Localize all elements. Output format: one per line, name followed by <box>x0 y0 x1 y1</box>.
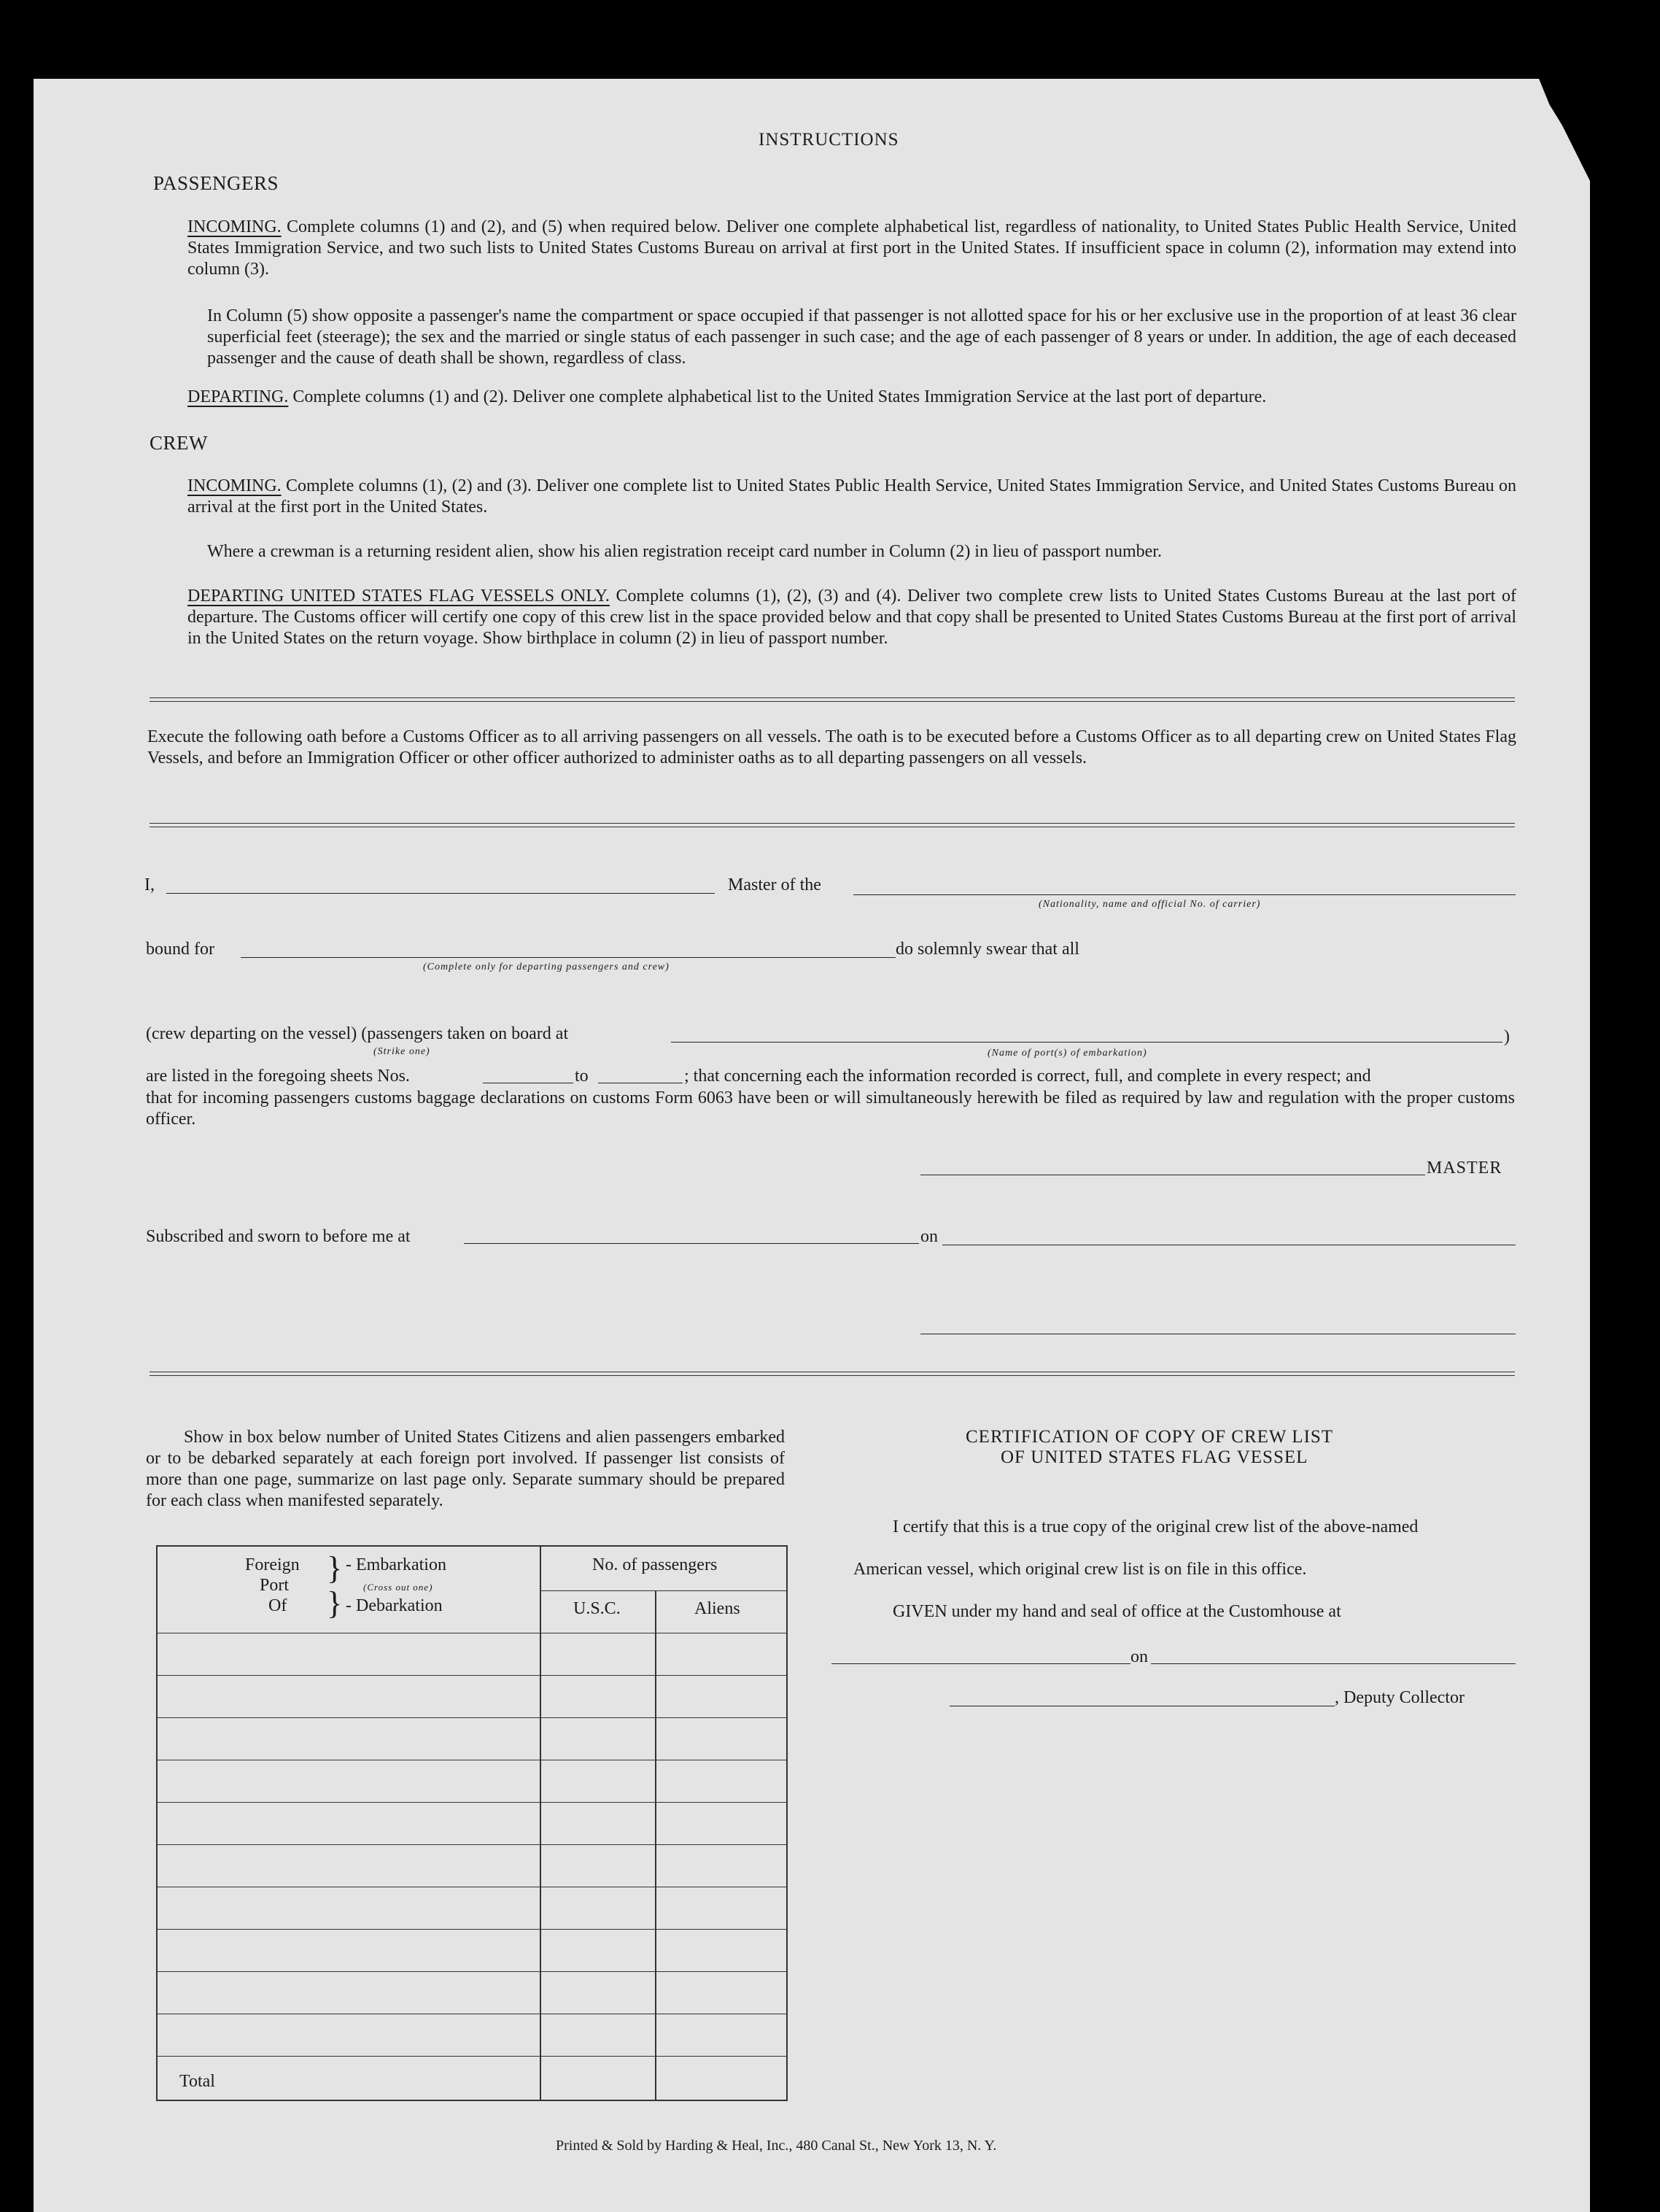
sworn-on-label: on <box>920 1227 938 1246</box>
aliens-header: Aliens <box>694 1599 740 1618</box>
certification-date-field[interactable] <box>1151 1663 1516 1664</box>
table-row-divider <box>158 1675 786 1676</box>
crew-departing-text: Complete columns (1), (2), (3) and (4). Deliver two complete crew lists to United States Customs Bureau at the last port of departure. The Customs officer will certify one copy of this crew list in the space provided below and that copy shall be presented to United States Customs Bureau at the first port of arrival in the United States on the return voyage. Show birthplace in column (2) in lieu of passport number. <box>187 587 1516 648</box>
section-divider <box>150 823 1515 827</box>
sheets-text-1: ; that concerning each the information recorded is correct, full, and complete in every respect; and <box>684 1067 1371 1086</box>
crew-departing-paragraph <box>187 586 1516 649</box>
debarkation-label: - Debarkation <box>346 1596 443 1615</box>
table-row-divider <box>158 1802 786 1803</box>
table-row-divider <box>158 1844 786 1845</box>
close-paren: ) <box>1504 1027 1510 1046</box>
table-column-divider <box>540 1547 541 2100</box>
master-name-field[interactable] <box>166 893 715 894</box>
passenger-summary-table <box>156 1545 788 2101</box>
sheets-text-2: that for incoming passengers customs baggage declarations on customs Form 6063 have been or will simultaneously herewith be filed as required by law and regulation with the proper customs officer. <box>146 1088 1515 1129</box>
table-column-divider <box>655 1590 656 2100</box>
section-divider <box>150 1372 1515 1376</box>
section-divider <box>150 697 1515 702</box>
bound-for-field[interactable] <box>241 957 896 958</box>
brace-icon: } <box>327 1550 343 1586</box>
passengers-header: No. of passengers <box>592 1555 718 1574</box>
nationality-note: (Nationality, name and official No. of carrier) <box>1039 899 1261 910</box>
crew-incoming-paragraph <box>187 476 1516 518</box>
passengers-incoming-text: Complete columns (1) and (2), and (5) when required below. Deliver one complete alphabetical list, regardless of nationality, to United States Public Health Service, United States Immigration Service, and two such lists to United States Customs Bureau on arrival at first port in the United States. If insufficient space in column (2), information may extend into column (3). <box>187 217 1516 279</box>
ports-field[interactable] <box>671 1042 1502 1043</box>
port-header-line1: Foreign <box>245 1555 300 1574</box>
total-label: Total <box>179 2072 215 2091</box>
certify-line1: I certify that this is a true copy of the original crew list of the above-named <box>893 1517 1419 1536</box>
printer-footer: Printed & Sold by Harding & Heal, Inc., 480 Canal St., New York 13, N. Y. <box>556 2138 997 2154</box>
master-of-label: Master of the <box>728 875 821 894</box>
sheets-label: are listed in the foregoing sheets Nos. <box>146 1067 410 1086</box>
bound-note: (Complete only for departing passengers and crew) <box>423 962 670 972</box>
port-header-line3: Of <box>268 1596 287 1615</box>
certification-title-line1: CERTIFICATION OF COPY OF CREW LIST <box>966 1427 1334 1447</box>
crew-incoming-label: INCOMING. <box>187 476 282 495</box>
passengers-departing-label: DEPARTING. <box>187 387 289 406</box>
to-label: to <box>575 1067 589 1086</box>
port-header-line2: Port <box>260 1576 290 1595</box>
crew-resident-paragraph: Where a crewman is a returning resident alien, show his alien registration receipt card number in Column (2) in lieu of passport number. <box>207 542 1162 561</box>
certification-title-line2: OF UNITED STATES FLAG VESSEL <box>1001 1447 1308 1467</box>
passengers-heading: PASSENGERS <box>153 172 279 194</box>
passengers-column5-paragraph: In Column (5) show opposite a passenger's name the compartment or space occupied if that passenger is not allotted space for his or her exclusive use in the proportion of at least 36 clear superficial feet (steerage); the sex and the married or single status of each passenger in such case; and the age of each passenger of 8 years or under. In addition, the age of each deceased passenger and the cause of death shall be shown, regardless of class. <box>207 306 1516 368</box>
summary-instruction: Show in box below number of United States Citizens and alien passengers embarked or to be debarked separately at each foreign port involved. If passenger list consists of more than one page, summarize on last page only. Separate summary should be prepared for each class when manifested separately. <box>146 1428 785 1510</box>
strike-note: (Strike one) <box>373 1046 430 1057</box>
bound-for-label: bound for <box>146 940 214 959</box>
embarkation-label: - Embarkation <box>346 1555 446 1574</box>
customhouse-field[interactable] <box>831 1663 1130 1664</box>
certification-on-label: on <box>1130 1647 1148 1666</box>
master-label: MASTER <box>1427 1159 1502 1177</box>
table-row-divider <box>158 1717 786 1718</box>
passengers-departing-text: Complete columns (1) and (2). Deliver one complete alphabetical list to the United States Immigration Service at the last port of departure. <box>292 387 1267 406</box>
table-row-divider <box>158 1971 786 1972</box>
crew-departing-label: DEPARTING UNITED STATES FLAG VESSELS ONLY. <box>187 587 610 606</box>
deputy-label: , Deputy Collector <box>1335 1688 1465 1707</box>
given-text: GIVEN under my hand and seal of office at the Customhouse at <box>893 1602 1341 1621</box>
passengers-incoming-label: INCOMING. <box>187 217 282 236</box>
crew-heading: CREW <box>150 432 208 454</box>
certify-line2: American vessel, which original crew list is on file in this office. <box>853 1560 1307 1579</box>
oath-instruction: Execute the following oath before a Customs Officer as to all arriving passengers on all vessels. The oath is to be executed before a Customs Officer as to all departing crew on United States Flag Vessels, and before an Immigration Officer or other officer authorized to administer oaths as to all departing passengers on all vessels. <box>147 727 1516 767</box>
ports-note: (Name of port(s) of embarkation) <box>988 1048 1147 1059</box>
vessel-name-field[interactable] <box>853 894 1516 895</box>
passengers-departing-paragraph <box>187 387 1516 408</box>
crew-departing-text: (crew departing on the vessel) (passengers taken on board at <box>146 1024 569 1043</box>
table-row-divider <box>540 1590 786 1591</box>
oath-i-label: I, <box>144 875 155 894</box>
crew-incoming-text: Complete columns (1), (2) and (3). Deliver one complete list to United States Public Health Service, United States Immigration Service, and United States Customs Bureau on arrival at the first port in the United States. <box>187 476 1517 517</box>
usc-header: U.S.C. <box>573 1599 621 1618</box>
brace-icon: } <box>327 1585 343 1621</box>
subscribed-label: Subscribed and sworn to before me at <box>146 1227 411 1246</box>
sworn-place-field[interactable] <box>464 1243 919 1244</box>
table-row-divider <box>158 1929 786 1930</box>
passengers-incoming-paragraph <box>187 217 1516 280</box>
swear-text: do solemnly swear that all <box>896 940 1079 959</box>
table-row-divider <box>158 2056 786 2057</box>
cross-out-note: (Cross out one) <box>363 1582 433 1593</box>
page-title: INSTRUCTIONS <box>759 130 899 150</box>
